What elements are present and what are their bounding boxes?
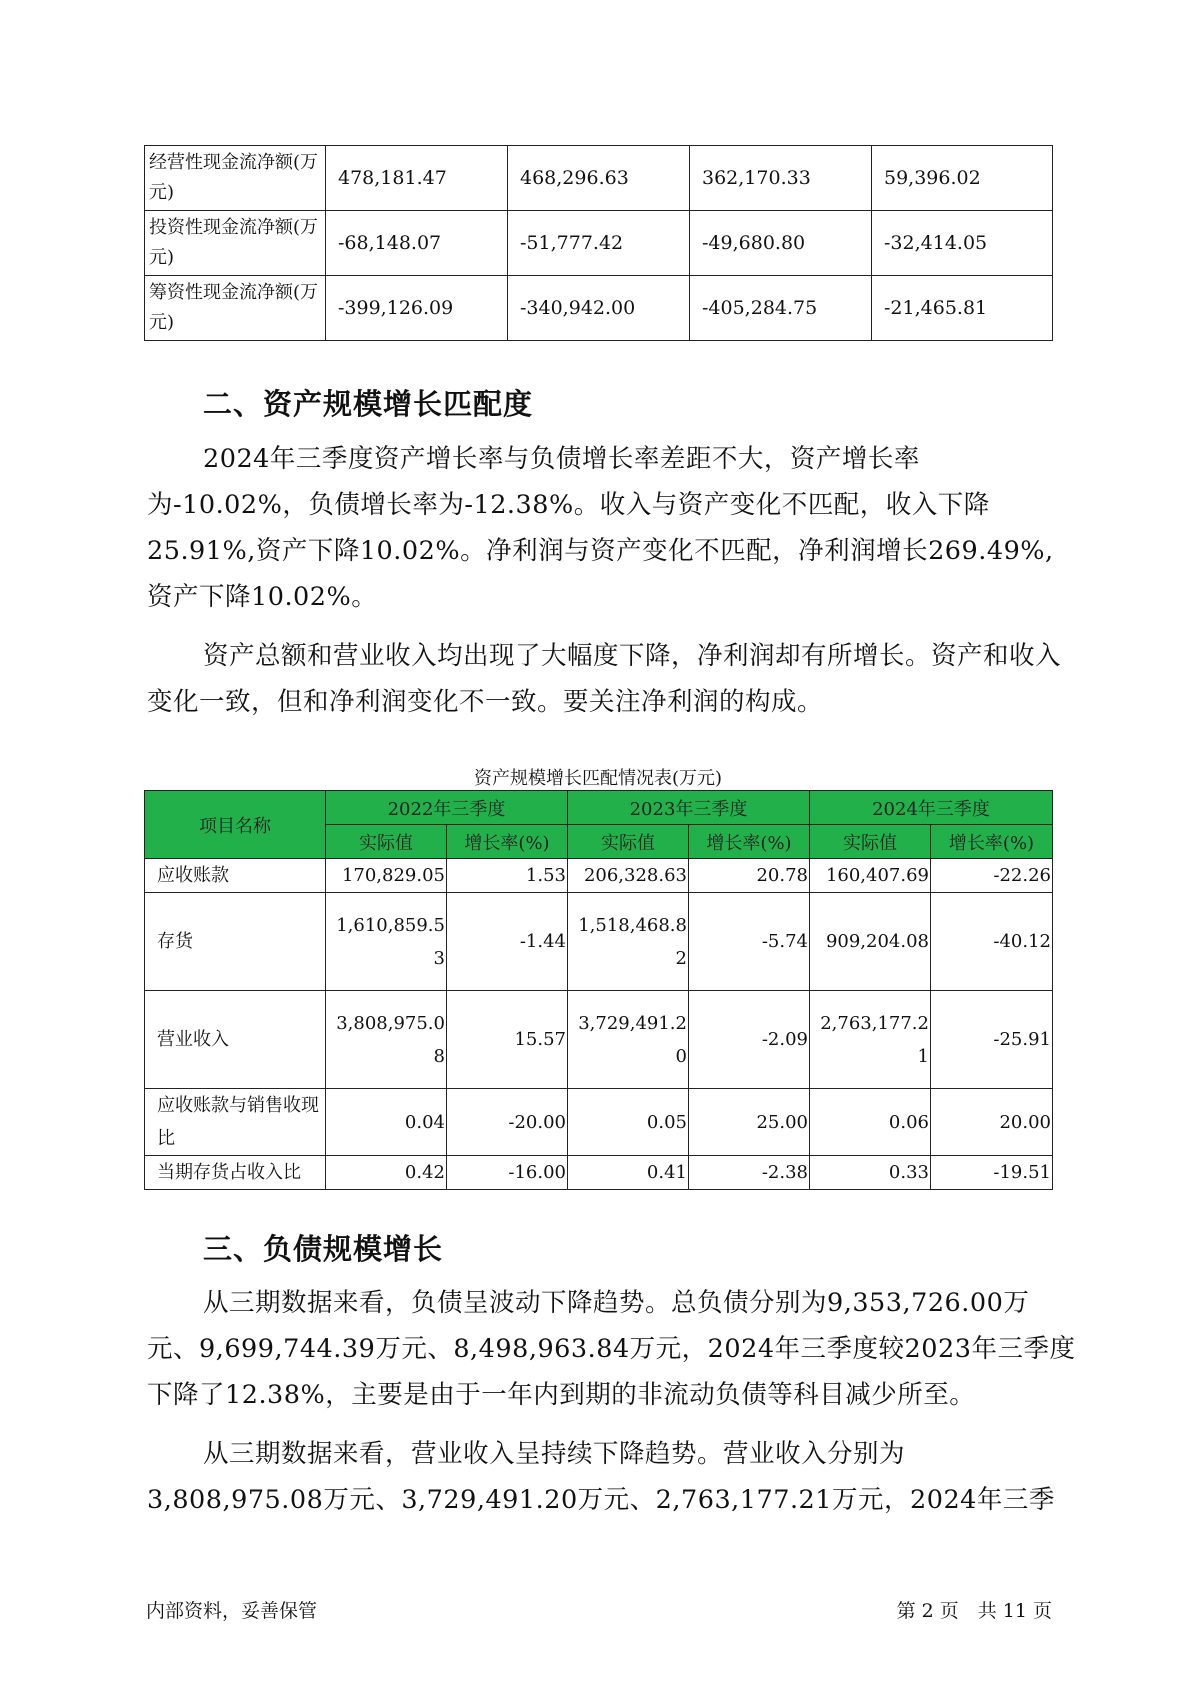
cell-value: 478,181.47 bbox=[326, 146, 508, 211]
cell-value: -51,777.42 bbox=[508, 211, 690, 276]
cell-value: -340,942.00 bbox=[508, 276, 690, 341]
cell-value: -399,126.09 bbox=[326, 276, 508, 341]
row-label: 应收账款与销售收现比 bbox=[145, 1089, 326, 1156]
section-2-paragraph-2: 资产总额和营业收入均出现了大幅度下降，净利润却有所增长。资产和收入变化一致，但和净利润变化不一致。要关注净利润的构成。 bbox=[147, 641, 1062, 717]
section-3-heading: 三、负债规模增长 bbox=[203, 1232, 444, 1266]
cell-value: -405,284.75 bbox=[690, 276, 872, 341]
table-row bbox=[145, 1156, 1053, 1190]
cell-value: 468,296.63 bbox=[508, 146, 690, 211]
column-header-actual: 实际值 bbox=[326, 825, 447, 859]
cash-flow-table bbox=[144, 145, 1053, 341]
cell-value: -20.00 bbox=[447, 1089, 568, 1156]
cell-value: 1,610,859.53 bbox=[326, 893, 447, 991]
cell-value: 2,763,177.21 bbox=[810, 991, 931, 1089]
column-header-period: 2022年三季度 bbox=[326, 791, 568, 825]
cell-value: -19.51 bbox=[931, 1156, 1053, 1190]
cell-value: -2.38 bbox=[689, 1156, 810, 1190]
section-2-heading: 二、资产规模增长匹配度 bbox=[203, 387, 534, 421]
footer-confidential-note: 内部资料，妥善保管 bbox=[146, 1600, 318, 1622]
cell-value: -22.26 bbox=[931, 859, 1053, 893]
cell-value: 0.33 bbox=[810, 1156, 931, 1190]
row-label: 应收账款 bbox=[145, 859, 326, 893]
column-header-item: 项目名称 bbox=[145, 791, 326, 859]
cell-value: 160,407.69 bbox=[810, 859, 931, 893]
cell-value: -2.09 bbox=[689, 991, 810, 1089]
cell-value: 0.06 bbox=[810, 1089, 931, 1156]
table-row bbox=[145, 146, 1053, 211]
cell-value: 59,396.02 bbox=[872, 146, 1053, 211]
column-header-growth: 增长率(%) bbox=[689, 825, 810, 859]
row-label: 筹资性现金流净额(万元) bbox=[145, 276, 326, 341]
section-3-paragraph-1: 从三期数据来看，负债呈波动下降趋势。总负债分别为9,353,726.00万元、9,699,744.39万元、8,498,963.84万元，2024年三季度较2023年三季度下降了12.38%，主要是由于一年内到期的非流动负债等科目减少所至。 bbox=[147, 1288, 1076, 1410]
footer-page-number: 第 2 页 共 11 页 bbox=[896, 1600, 1052, 1622]
column-header-growth: 增长率(%) bbox=[931, 825, 1053, 859]
cell-value: -49,680.80 bbox=[690, 211, 872, 276]
cell-value: 362,170.33 bbox=[690, 146, 872, 211]
row-label: 当期存货占收入比 bbox=[145, 1156, 326, 1190]
cell-value: 0.04 bbox=[326, 1089, 447, 1156]
cell-value: 1.53 bbox=[447, 859, 568, 893]
cell-value: -40.12 bbox=[931, 893, 1053, 991]
column-header-actual: 实际值 bbox=[568, 825, 689, 859]
cell-value: 20.00 bbox=[931, 1089, 1053, 1156]
section-3-paragraph-2: 从三期数据来看，营业收入呈持续下降趋势。营业收入分别为3,808,975.08万元、3,729,491.20万元、2,763,177.21万元，2024年三季 bbox=[147, 1439, 1055, 1515]
column-header-period: 2024年三季度 bbox=[810, 791, 1053, 825]
cell-value: -1.44 bbox=[447, 893, 568, 991]
cell-value: 0.42 bbox=[326, 1156, 447, 1190]
table-header-row bbox=[145, 791, 1053, 825]
table-row bbox=[145, 1089, 1053, 1156]
row-label: 营业收入 bbox=[145, 991, 326, 1089]
cell-value: 909,204.08 bbox=[810, 893, 931, 991]
row-label: 投资性现金流净额(万元) bbox=[145, 211, 326, 276]
cell-value: -32,414.05 bbox=[872, 211, 1053, 276]
cell-value: 170,829.05 bbox=[326, 859, 447, 893]
cell-value: -21,465.81 bbox=[872, 276, 1053, 341]
column-header-period: 2023年三季度 bbox=[568, 791, 810, 825]
row-label: 经营性现金流净额(万元) bbox=[145, 146, 326, 211]
table-row bbox=[145, 211, 1053, 276]
column-header-growth: 增长率(%) bbox=[447, 825, 568, 859]
cell-value: 206,328.63 bbox=[568, 859, 689, 893]
section-2-paragraph-1: 2024年三季度资产增长率与负债增长率差距不大，资产增长率为-10.02%，负债增长率为-12.38%。收入与资产变化不匹配，收入下降25.91%,资产下降10.02%。净利润与资产变化不匹配，净利润增长269.49%,资产下降10.02%。 bbox=[147, 444, 1054, 612]
asset-growth-table bbox=[144, 790, 1053, 1190]
table-caption: 资产规模增长匹配情况表(万元) bbox=[473, 768, 723, 789]
table-row bbox=[145, 991, 1053, 1089]
row-label: 存货 bbox=[145, 893, 326, 991]
cell-value: 20.78 bbox=[689, 859, 810, 893]
table-row bbox=[145, 859, 1053, 893]
cell-value: -68,148.07 bbox=[326, 211, 508, 276]
table-row bbox=[145, 893, 1053, 991]
cell-value: 0.41 bbox=[568, 1156, 689, 1190]
cell-value: 3,808,975.08 bbox=[326, 991, 447, 1089]
table-row bbox=[145, 276, 1053, 341]
cell-value: 1,518,468.82 bbox=[568, 893, 689, 991]
cell-value: 25.00 bbox=[689, 1089, 810, 1156]
column-header-actual: 实际值 bbox=[810, 825, 931, 859]
cell-value: -25.91 bbox=[931, 991, 1053, 1089]
cell-value: 3,729,491.20 bbox=[568, 991, 689, 1089]
cell-value: -5.74 bbox=[689, 893, 810, 991]
cell-value: -16.00 bbox=[447, 1156, 568, 1190]
cell-value: 15.57 bbox=[447, 991, 568, 1089]
cell-value: 0.05 bbox=[568, 1089, 689, 1156]
